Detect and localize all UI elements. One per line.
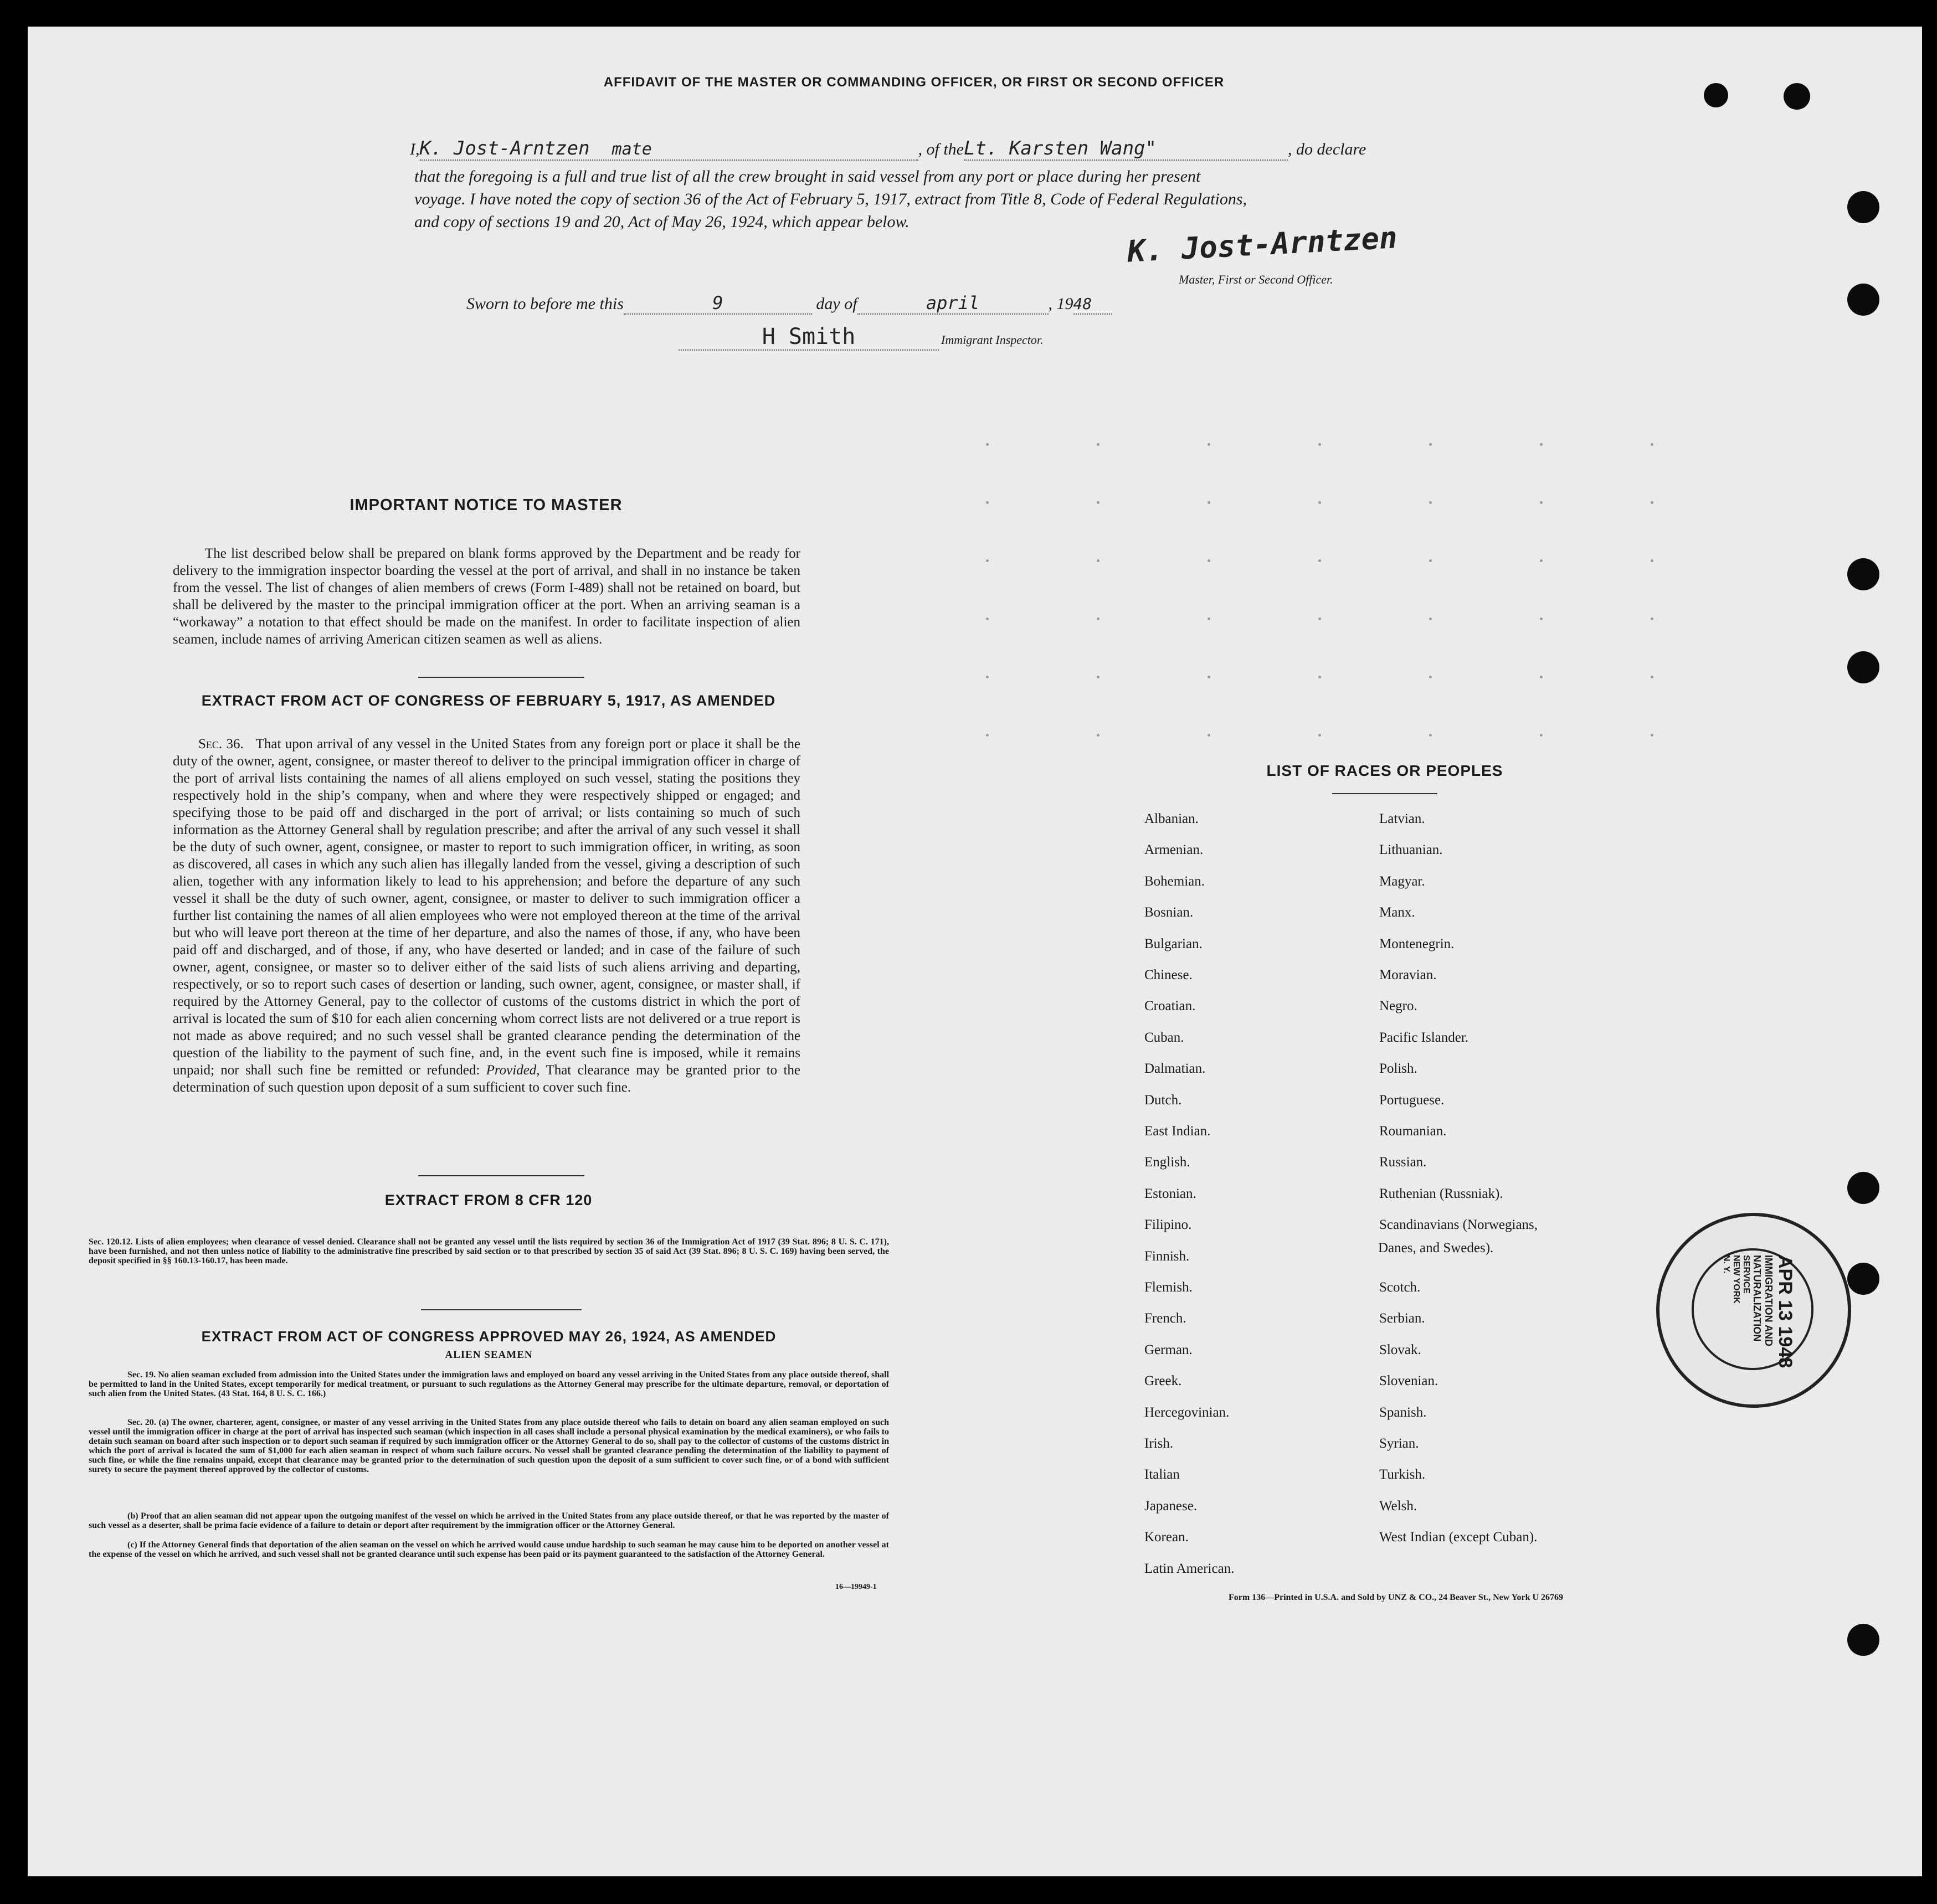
stamp-line-1: IMMIGRATION AND: [1763, 1255, 1774, 1346]
punch-hole: [1847, 284, 1879, 316]
race-scandinavians-continued: Danes, and Swedes).: [1378, 1241, 1494, 1255]
stamp-line-2: NATURALIZATION: [1751, 1255, 1763, 1342]
print-dot: [1318, 617, 1321, 620]
extract-1917-heading: EXTRACT FROM ACT OF CONGRESS OF FEBRUARY 5, 1917, AS AMENDED: [201, 692, 776, 709]
race-item: Dutch.: [1144, 1093, 1182, 1108]
race-item: Polish.: [1379, 1061, 1417, 1076]
print-dot: [986, 676, 989, 678]
punch-hole: [1847, 1263, 1879, 1295]
master-signature-caption: Master, First or Second Officer.: [1179, 272, 1333, 286]
print-dot: [986, 734, 989, 737]
race-item: Chinese.: [1144, 968, 1193, 982]
print-dot: [986, 617, 989, 620]
punch-hole: [1847, 651, 1879, 683]
punch-hole: [1847, 1624, 1879, 1656]
year-field: [1073, 295, 1112, 315]
race-item: Portuguese.: [1379, 1093, 1445, 1108]
race-item: Negro.: [1379, 999, 1417, 1013]
extract-1917-body: [173, 735, 800, 1096]
extract-1924-heading: EXTRACT FROM ACT OF CONGRESS APPROVED MAY 26, 1924, AS AMENDED: [201, 1328, 777, 1345]
year-prefix: 19: [1056, 295, 1073, 313]
race-item: West Indian (except Cuban).: [1379, 1530, 1538, 1545]
divider: [418, 1175, 584, 1176]
print-dot: [1318, 501, 1321, 504]
print-dot: [1429, 559, 1432, 562]
inspector-caption: Immigrant Inspector.: [941, 333, 1044, 347]
race-item: Welsh.: [1379, 1499, 1417, 1514]
day-field: [624, 292, 812, 315]
race-item: Scotch.: [1379, 1280, 1421, 1295]
print-dot: [1318, 443, 1321, 446]
race-item: Greek.: [1144, 1373, 1182, 1388]
race-item: Albanian.: [1144, 811, 1199, 826]
race-item: Filipino.: [1144, 1217, 1192, 1232]
affidavit-line-4: and copy of sections 19 and 20, Act of May 26, 1924, which appear below.: [414, 213, 910, 231]
print-dot: [1540, 617, 1543, 620]
race-item: Dalmatian.: [1144, 1061, 1206, 1076]
print-dot: [1097, 676, 1099, 678]
race-item: French.: [1144, 1311, 1186, 1326]
race-item: Roumanian.: [1379, 1124, 1447, 1139]
sworn-label: Sworn to before me this: [466, 295, 624, 313]
of-the-label: , of the: [918, 140, 964, 158]
race-item: Montenegrin.: [1379, 936, 1455, 951]
alien-seamen-subheading: ALIEN SEAMEN: [445, 1349, 533, 1361]
print-dot: [1429, 676, 1432, 678]
race-item: Bosnian.: [1144, 905, 1194, 920]
sec-36-text: That upon arrival of any vessel in the United States from any foreign port or place it shall be the duty of the owner, agent, consignee, or master thereof to deliver to the principal immigration officer in charge of the port of arrival lists containing the names of all aliens employed on such vessel, stating the positions they respectively hold in the ship’s company, when and where they were respectively shipped or engaged; and specifying those to be paid off and discharged in the port of arrival; or lists containing so much of such information as the Attorney General shall by regulation prescribe; and after the arrival of any such vessel it shall be the duty of such owner, agent, consignee, or master to report to such immigration officer, in writing, as soon as discovered, all cases in which any such alien has illegally landed from the vessel, giving a description of such alien, together with any information likely to lead to his apprehension; and before the departure of any such vessel it shall be the duty of such owner, agent, consignee, or master to deliver to such immigration officer a further list containing the names of all alien employees who were not employed thereon at the time of the arrival but who will leave port thereon at the time of her departure, and also the names of those, if any, who have been paid off and discharged, and of those, if any, who have deserted or landed; and in case of the failure of such owner, agent, consignee, or master so to deliver either of the said lists of such aliens arriving and departing, respectively, or so to report such cases of desertion or landing, such owner, agent, consignee, or master shall, if required by the Attorney General, pay to the collector of customs of the customs district in which the port of arrival is located the sum of $10 for each alien concerning whom correct lists are not delivered or a true report is not made as above required; and no such vessel shall be granted clearance pending the determination of the question of the liability to the payment of such fine, and, in the event such fine is imposed, while it remains unpaid; nor shall such fine be remitted or refunded:: [173, 737, 800, 1078]
punch-hole: [1847, 1172, 1879, 1204]
sec-36-label: Sec. 36.: [198, 737, 244, 752]
print-dot: [1651, 617, 1653, 620]
race-item: German.: [1144, 1342, 1193, 1357]
sworn-year: 48: [1073, 295, 1092, 313]
print-dot: [986, 501, 989, 504]
sec-36-end: That clearance may be granted prior to the determination of such question upon deposit of a sum sufficient to cover such fine.: [173, 1063, 800, 1095]
punch-hole: [1847, 191, 1879, 223]
do-declare-label: , do declare: [1288, 140, 1366, 158]
race-item: Flemish.: [1144, 1280, 1193, 1295]
divider: [1332, 793, 1437, 794]
vessel-field: [964, 137, 1288, 161]
officer-rank: mate: [612, 140, 652, 159]
race-item: Korean.: [1144, 1530, 1189, 1545]
race-item: Armenian.: [1144, 842, 1204, 857]
print-dot: [986, 443, 989, 446]
race-item: Magyar.: [1379, 874, 1425, 889]
race-item: Latvian.: [1379, 811, 1425, 826]
print-dot: [1429, 501, 1432, 504]
print-dot: [1097, 734, 1099, 737]
officer-field: [420, 137, 918, 161]
race-item: Moravian.: [1379, 968, 1437, 982]
stamp-line-5: N. Y.: [1722, 1255, 1731, 1274]
divider: [421, 1309, 582, 1310]
print-dot: [1097, 443, 1099, 446]
inspector-field: [679, 324, 939, 351]
print-dot: [1651, 676, 1653, 678]
vessel-name: Lt. Karsten Wang": [964, 137, 1157, 159]
sec-19-text: Sec. 19. No alien seaman excluded from admission into the United States under the immigration laws and employed on board any vessel arriving in the United States from any place outside thereof, shall be permitted to land in the United States, except temporarily for medical treatment, or pursuant to such regulations as the Attorney General may prescribe for the ultimate departure, removal, or deportation of such alien from the United States. (43 Stat. 164, 8 U. S. C. 166.): [89, 1370, 889, 1398]
form-code: 16—19949-1: [835, 1583, 877, 1591]
race-item: Bohemian.: [1144, 874, 1205, 889]
affidavit-title: AFFIDAVIT OF THE MASTER OR COMMANDING OFFICER, OR FIRST OR SECOND OFFICER: [603, 75, 1225, 90]
races-heading: LIST OF RACES OR PEOPLES: [1266, 762, 1503, 779]
i-label: I,: [410, 140, 420, 158]
notice-body: The list described below shall be prepared on blank forms approved by the Department and be ready for delivery to the immigration inspector boarding the vessel at the port of arrival, and shall in no instance be taken from the vessel. The list of changes of alien members of crews (Form I-489) shall not be retained on board, but shall be delivered by the master to the principal immigration officer at the port. When an arriving seaman is a “workaway” a notation to that effect should be made on the manifest. In order to facilitate inspection of alien seamen, include names of arriving American citizen seamen as well as aliens.: [173, 546, 800, 647]
notice-heading: IMPORTANT NOTICE TO MASTER: [350, 496, 623, 514]
race-item: Latin American.: [1144, 1561, 1235, 1576]
race-item: Serbian.: [1379, 1311, 1425, 1326]
print-dot: [1318, 676, 1321, 678]
stamp-line-3: SERVICE: [1741, 1255, 1751, 1294]
print-dot: [1318, 734, 1321, 737]
print-dot: [1429, 617, 1432, 620]
stamp-line-4: NEW YORK: [1732, 1255, 1741, 1304]
race-item: Syrian.: [1379, 1436, 1419, 1451]
print-dot: [1208, 734, 1210, 737]
punch-hole: [1847, 558, 1879, 590]
race-item: Turkish.: [1379, 1467, 1426, 1482]
race-item: Manx.: [1379, 905, 1415, 920]
print-dot: [1540, 734, 1543, 737]
print-dot: [1208, 559, 1210, 562]
affidavit-line-2: that the foregoing is a full and true list of all the crew brought in said vessel from any port or place during her present: [414, 167, 1201, 186]
race-item: Pacific Islander.: [1379, 1030, 1469, 1045]
race-item: Cuban.: [1144, 1030, 1184, 1045]
print-dot: [1540, 676, 1543, 678]
print-dot: [1208, 501, 1210, 504]
inspector-line: [679, 324, 1044, 351]
print-dot: [1429, 443, 1432, 446]
sec-20c-text: (c) If the Attorney General finds that deportation of the alien seaman on the vessel on which he arrived would cause undue hardship to such seaman he may cause him to be deported on another vessel at the expense of the vessel on which he arrived, and such vessel shall not be granted clearance until such expense has been paid or its payment guaranteed to the satisfaction of the Attorney General.: [89, 1540, 889, 1559]
affidavit-line-3: voyage. I have noted the copy of section 36 of the Act of February 5, 1917, extract from Title 8, Code of Federal Regulations,: [414, 190, 1247, 208]
print-dot: [1651, 734, 1653, 737]
race-item: Irish.: [1144, 1436, 1174, 1451]
officer-name: K. Jost-Arntzen: [419, 137, 590, 159]
print-dot: [1097, 559, 1099, 562]
race-item: Slovenian.: [1379, 1373, 1438, 1388]
race-item: Croatian.: [1144, 999, 1196, 1013]
stamp-text-block: [1713, 1255, 1796, 1366]
race-item: Italian: [1144, 1467, 1180, 1482]
race-item: Hercegovinian.: [1144, 1405, 1230, 1420]
print-dot: [1540, 501, 1543, 504]
sec-20b-text: (b) Proof that an alien seaman did not appear upon the outgoing manifest of the vessel on which he arrived in the United States from any place outside thereof, or that he was reported by the master of such vessel as a deserter, shall be prima facie evidence of a failure to detain or deport after requirement by the immigration officer or the Attorney General.: [89, 1511, 889, 1530]
race-item: East Indian.: [1144, 1124, 1211, 1139]
stamp-date: APR 13 1948: [1775, 1255, 1796, 1368]
stamp-text: [1721, 1255, 1796, 1368]
print-dot: [1540, 559, 1543, 562]
print-dot: [986, 559, 989, 562]
print-dot: [1429, 734, 1432, 737]
race-item: Estonian.: [1144, 1186, 1196, 1201]
master-signature: K. Jost-Arntzen: [1126, 220, 1398, 269]
month-field: [857, 292, 1049, 315]
race-item: Spanish.: [1379, 1405, 1427, 1420]
race-item: English.: [1144, 1155, 1190, 1170]
print-dot: [1540, 443, 1543, 446]
race-item: Bulgarian.: [1144, 936, 1203, 951]
form-footer: Form 136—Printed in U.S.A. and Sold by UNZ & CO., 24 Beaver St., New York U 26769: [1229, 1593, 1564, 1602]
print-dot: [1651, 501, 1653, 504]
print-dot: [1318, 559, 1321, 562]
print-dot: [1651, 559, 1653, 562]
sec-20a-text: Sec. 20. (a) The owner, charterer, agent, consignee, or master of any vessel arriving in the United States from any place outside thereof who fails to detain on board any alien seaman employed on such vessel until the immigration officer in charge at the port of arrival has inspected such seaman (which inspection in all cases shall include a personal physical examination by the medical examiners), or who fails to detain such seaman on board after such inspection or to deport such seaman if required by such immigration officer or the Attorney General to do so, shall pay to the collector of customs of the customs district in which the port of arrival is located the sum of $1,000 for each alien seaman in respect of whom such failure occurs. No vessel shall be granted clearance pending the determination of the liability to payment of such fine, or while the fine remains unpaid, except that clearance may be granted prior to the determination of such question upon the deposit of a sum sufficient to cover such fine, or of a bond with sufficient surety to secure the payment thereof approved by the collector of customs.: [89, 1418, 889, 1474]
race-item: Scandinavians (Norwegians,: [1379, 1217, 1538, 1232]
print-dot: [1208, 443, 1210, 446]
print-dot: [1208, 617, 1210, 620]
divider: [418, 677, 584, 678]
print-dot: [1208, 676, 1210, 678]
immigration-stamp: [1656, 1213, 1851, 1408]
sworn-line: Sworn to before me this 9 day of april , 1948: [466, 292, 1112, 315]
print-dot: [1097, 617, 1099, 620]
provided-word: Provided,: [486, 1063, 540, 1078]
inspector-signature: H Smith: [762, 324, 856, 349]
cfr-body: Sec. 120.12. Lists of alien employees; when clearance of vessel denied. Clearance shall not be granted any vessel until the lists required by section 36 of the Immigration Act of 1917 (39 Stat. 896; 8 U. S. C. 171), have been furnished, and not then unless notice of liability to the administrative fine prescribed by said section or to that prescribed by section 35 of said Act (39 Stat. 896; 8 U. S. C. 169) having been served, the deposit specified in §§ 160.13-160.17, has been made.: [89, 1237, 889, 1265]
race-item: Finnish.: [1144, 1249, 1190, 1264]
race-item: Slovak.: [1379, 1342, 1421, 1357]
race-item: Ruthenian (Russniak).: [1379, 1186, 1503, 1201]
print-dot: [1651, 443, 1653, 446]
affidavit-line-1: [410, 137, 1462, 161]
cfr-heading: EXTRACT FROM 8 CFR 120: [384, 1192, 593, 1208]
race-item: Russian.: [1379, 1155, 1427, 1170]
sworn-month: april: [926, 292, 980, 313]
race-item: Japanese.: [1144, 1499, 1198, 1514]
print-dot: [1097, 501, 1099, 504]
day-of-label: day of: [816, 295, 857, 313]
race-item: Lithuanian.: [1379, 842, 1443, 857]
sworn-day: 9: [712, 292, 723, 313]
